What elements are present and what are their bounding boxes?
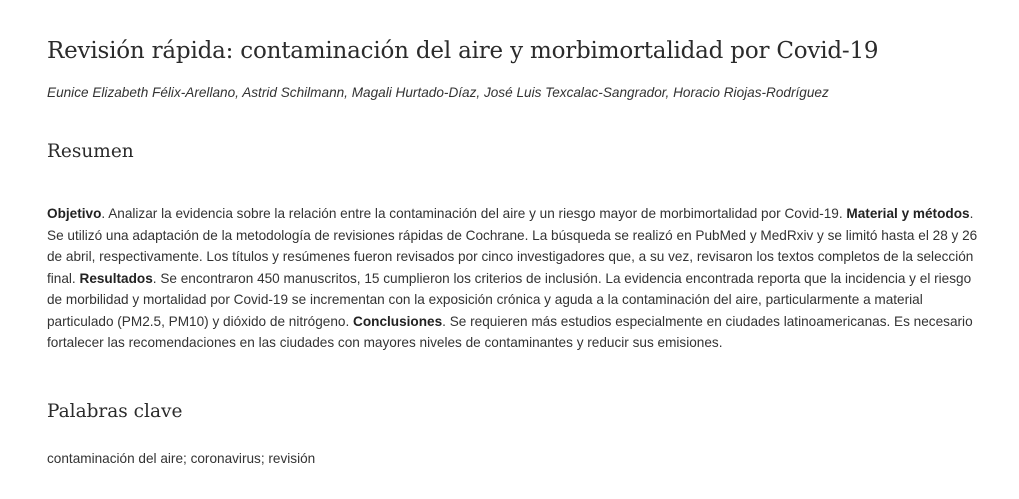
- article-authors: Eunice Elizabeth Félix-Arellano, Astrid Schilmann, Magali Hurtado-Díaz, José Luis Texcalac-Sangrador, Horacio Riojas-Rodríguez: [47, 85, 829, 100]
- article-title: Revisión rápida: contaminación del aire y morbimortalidad por Covid-19: [47, 38, 879, 64]
- conclusions-text: . Se requieren más estudios especialmente en ciudades latinoamericanas. Es necesario fortalecer las recomendaciones en las ciudades con mayores niveles de contaminantes y reducir sus emisiones.: [47, 313, 973, 350]
- keywords-heading: Palabras clave: [47, 401, 183, 422]
- objective-label: Objetivo: [47, 206, 102, 221]
- abstract-heading: Resumen: [47, 141, 134, 162]
- abstract-body: [47, 203, 982, 354]
- methods-label: Material y métodos: [846, 206, 970, 221]
- conclusions-label: Conclusiones: [353, 313, 443, 329]
- results-text: . Se encontraron 450 manuscritos, 15 cumplieron los criterios de inclusión. La evidencia encontrada reporta que la incidencia y el riesgo de morbilidad y mortalidad por Covid-19 se incrementan con la exposición crónica y aguda a la contaminación del aire, particularmente a material particulado (PM2.5, PM10) y dióxido de nitrógeno.: [47, 270, 972, 329]
- results-label: Resultados: [79, 270, 153, 286]
- keywords-list: contaminación del aire; coronavirus; revisión: [47, 451, 316, 466]
- objective-text: . Analizar la evidencia sobre la relación entre la contaminación del aire y un riesgo mayor de morbimortalidad por Covid-19.: [101, 206, 847, 221]
- methods-text: . Se utilizó una adaptación de la metodología de revisiones rápidas de Cochrane. La búsqueda se realizó en PubMed y MedRxiv y se limitó hasta el 28 y 26 de abril, respectivamente. Los títulos y resúmenes fueron revisados por cinco investigadores que, a su vez, revisaron los textos completos de la selección final.: [47, 206, 978, 286]
